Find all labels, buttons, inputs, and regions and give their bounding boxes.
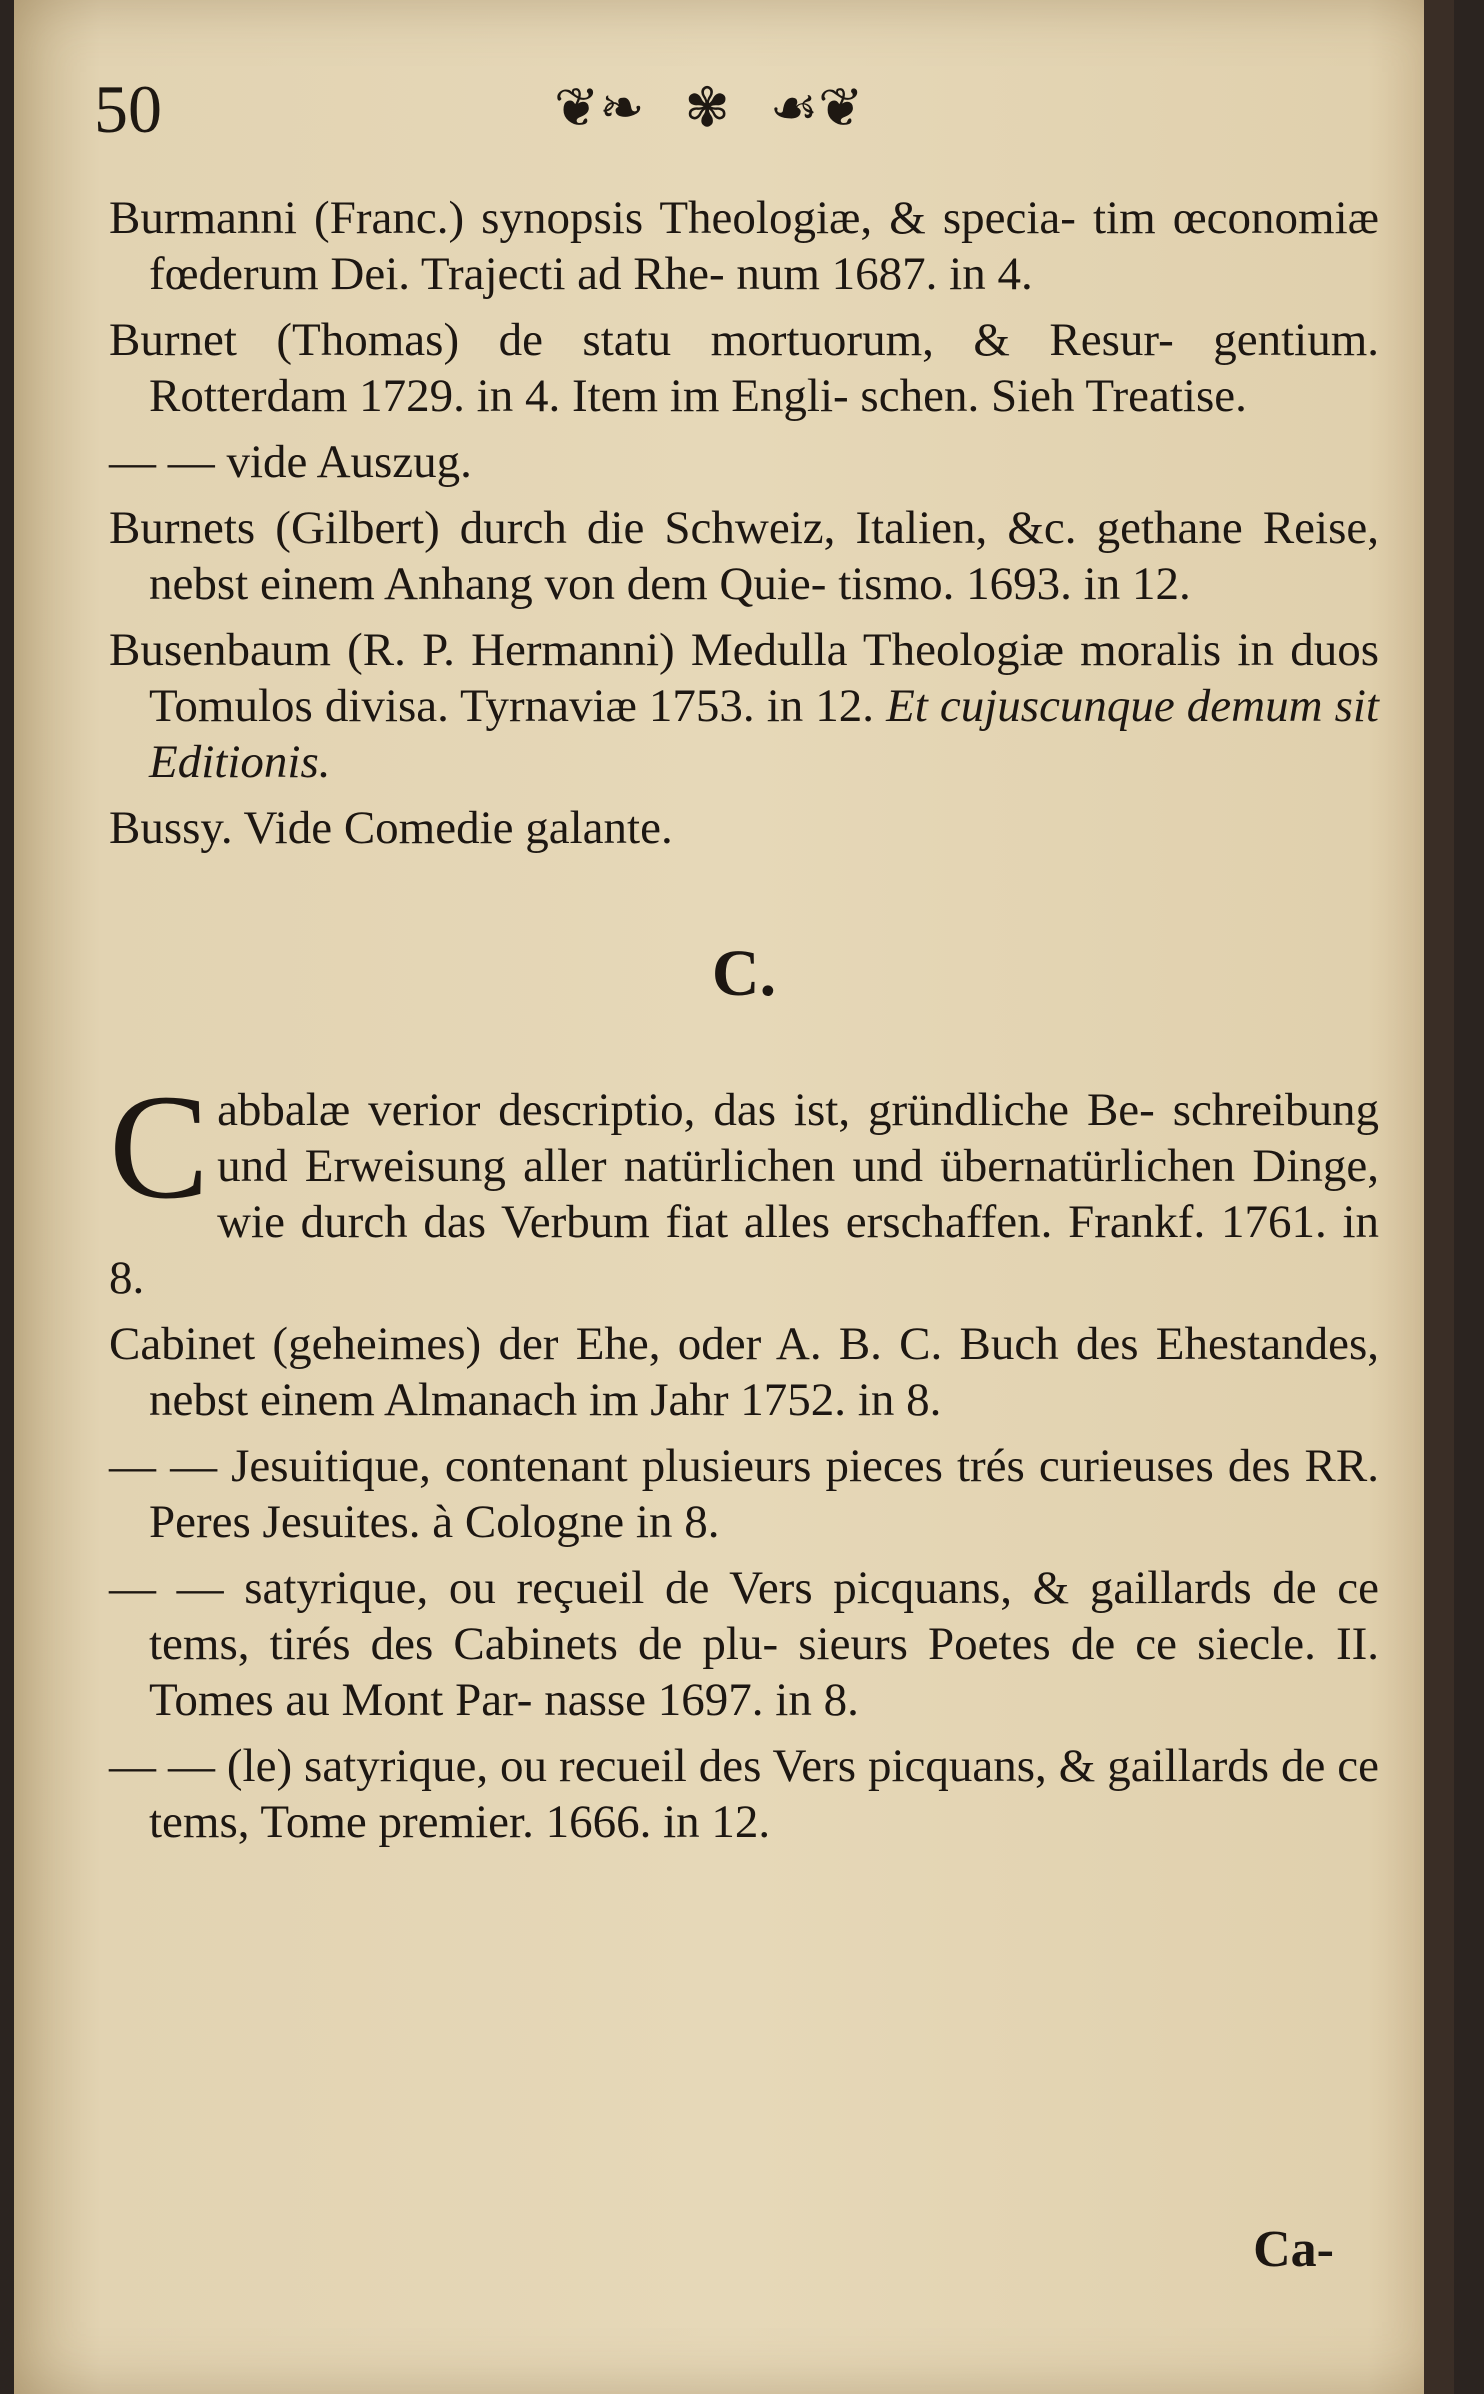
page-body xyxy=(109,190,1379,1860)
entry-cabinet-ehe: Cabinet (geheimes) der Ehe, oder A. B. C. Buch des Ehestandes, nebst einem Almanach im Jahr 1752. in 8. xyxy=(109,1318,1379,1426)
entry-burnet: Burnet (Thomas) de statu mortuorum, & Resur- gentium. Rotterdam 1729. in 4. Item im Engli- schen. Sieh Treatise. xyxy=(109,314,1379,422)
flower-ornament-icon: ✾ xyxy=(684,78,730,138)
entry-busenbaum-italic: Et cujuscunque demum sit Editionis. xyxy=(149,680,1379,788)
entry-cabbalae xyxy=(109,1064,1379,1306)
entry-cabbalae-text: abbalæ verior descriptio, das ist, gründliche Be- schreibung und Erweisung aller natürlichen und übernatürlichen Dinge, wie durch das Verbum fiat alles erschaffen. Frankf. 1761. in 8. xyxy=(109,1084,1379,1304)
entry-cabinet-satyrique: — — satyrique, ou reçueil de Vers picquans, & gaillards de ce tems, tirés des Cabinets de plu- sieurs Poetes de ce siecle. II. Tomes au Mont Par- nasse 1697. in 8. xyxy=(109,1562,1379,1726)
scroll-ornament-left-icon: ❦❧ xyxy=(554,78,645,138)
book-spine-edge xyxy=(1424,0,1454,2394)
entry-burnets: Burnets (Gilbert) durch die Schweiz, Italien, &c. gethane Reise, nebst einem Anhang von dem Quie- tismo. 1693. in 12. xyxy=(109,502,1379,610)
entry-busenbaum: Busenbaum (R. P. Hermanni) Medulla Theologiæ moralis in duos Tomulos divisa. Tyrnaviæ 1753. in 12. Et cujuscunque demum sit Editionis. xyxy=(109,624,1379,788)
header-ornament xyxy=(554,78,863,138)
scroll-ornament-right-icon: ☙❦ xyxy=(769,78,864,138)
page-header xyxy=(94,70,1394,150)
book-page xyxy=(14,0,1454,2394)
catchword: Ca- xyxy=(1253,2221,1334,2278)
entry-burnet-auszug: — — vide Auszug. xyxy=(109,436,472,488)
entry-bussy: Bussy. Vide Comedie galante. xyxy=(109,802,673,854)
page-number: 50 xyxy=(94,71,162,147)
entry-burmanni: Burmanni (Franc.) synopsis Theologiæ, & specia- tim œconomiæ fœderum Dei. Trajecti ad Rhe- num 1687. in 4. xyxy=(109,192,1379,300)
entry-cabinet-jesuitique: — — Jesuitique, contenant plusieurs pieces trés curieuses des RR. Peres Jesuites. à Cologne in 8. xyxy=(109,1440,1379,1548)
entry-cabinet-satyrique-le: — — (le) satyrique, ou recueil des Vers picquans, & gaillards de ce tems, Tome premier. 1666. in 12. xyxy=(109,1740,1379,1848)
section-heading: C. xyxy=(711,937,777,1010)
drop-cap: C xyxy=(109,1064,210,1230)
